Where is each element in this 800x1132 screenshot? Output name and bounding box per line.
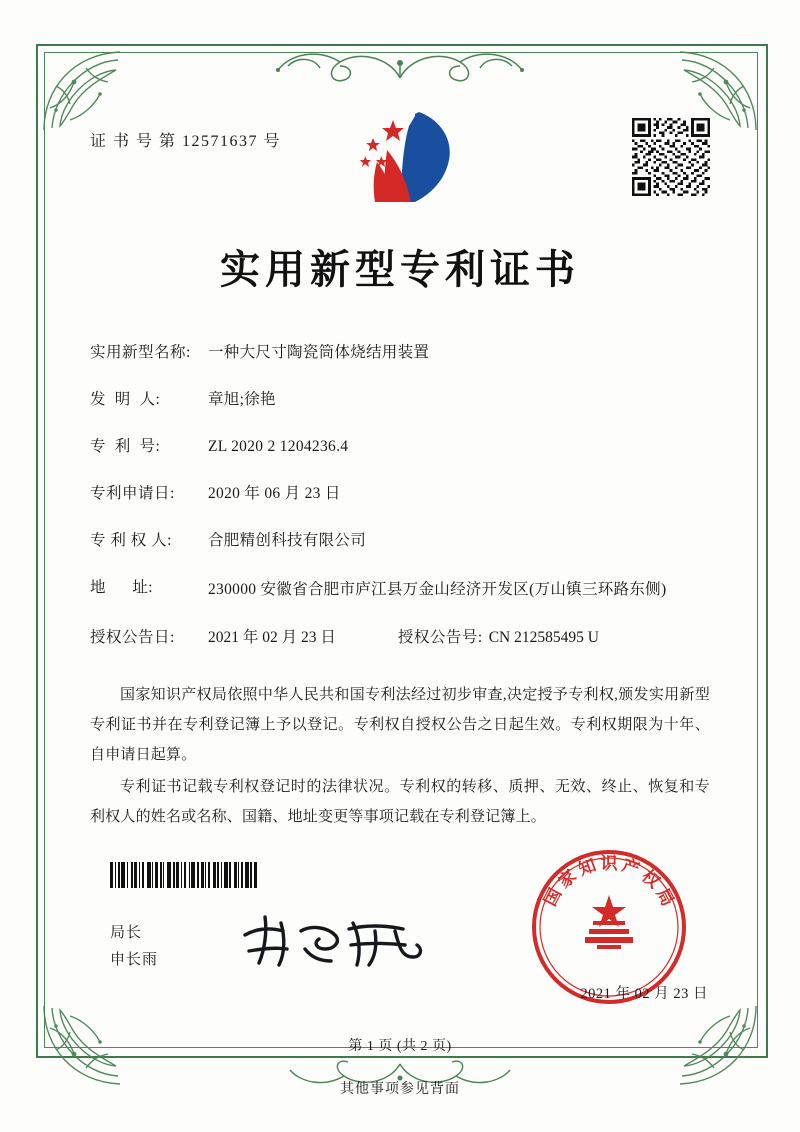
legal-paragraph-2: 专利证书记载专利权登记时的法律状况。专利权的转移、质押、无效、终止、恢复和专利权人的姓名或名称、国籍、地址变更等事项记载在专利登记簿上。 <box>90 779 710 826</box>
field-value: 章旭;徐艳 <box>208 391 276 409</box>
signature-block <box>110 920 158 974</box>
field-label: 实用新型名称: <box>90 344 191 361</box>
field-value: 一种大尺寸陶瓷筒体烧结用装置 <box>208 344 430 361</box>
field-value: ZL 2020 2 1204236.4 <box>208 438 349 456</box>
handwritten-signature <box>235 905 435 975</box>
field-label: 专 利 号: <box>90 438 161 456</box>
certificate-number: 证 书 号 第 12571637 号 <box>90 133 282 150</box>
field-label-announcement-date: 授权公告日: <box>90 629 175 647</box>
field-address <box>90 576 710 603</box>
field-value: 2020 年 06 月 23 日 <box>208 485 341 503</box>
certificate-header <box>90 100 710 220</box>
field-label-announcement-number: 授权公告号: <box>397 629 483 647</box>
svg-text:识: 识 <box>600 854 618 874</box>
svg-text:产: 产 <box>619 855 642 881</box>
top-flourish-ornament <box>240 40 560 84</box>
legal-paragraph-1: 国家知识产权局依照中华人民共和国专利法经过初步审查,决定授予专利权,颁发实用新型专利证书并在专利登记簿上予以登记。专利权自授权公告之日起生效。专利权期限为十年、自申请日起算。 <box>90 687 710 764</box>
field-value-announcement-number: CN 212585495 U <box>488 629 599 647</box>
field-patent-number <box>90 435 710 459</box>
signature-name: 申长雨 <box>110 952 159 968</box>
svg-text:知: 知 <box>576 855 599 881</box>
footnote: 其他事项参见背面 <box>340 1082 460 1097</box>
field-list <box>90 341 710 650</box>
svg-text:局: 局 <box>651 885 678 910</box>
seal-date: 2021 年 02 月 23 日 <box>580 986 708 1002</box>
field-value: 230000 安徽省合肥市庐江县万金山经济开发区(万山镇三环路东侧) <box>208 581 667 599</box>
field-value: 合肥精创科技有限公司 <box>208 532 367 550</box>
barcode <box>110 862 310 888</box>
field-label: 发 明 人: <box>90 391 161 409</box>
field-application-date <box>90 482 710 506</box>
field-label: 专利申请日: <box>90 485 175 503</box>
field-patentee <box>90 529 710 553</box>
qr-code <box>632 118 710 196</box>
field-label: 专 利 权 人: <box>90 532 172 550</box>
field-value-announcement-date: 2021 年 02 月 23 日 <box>208 629 336 647</box>
field-grant-announcement <box>90 626 710 650</box>
page-title: 实用新型专利证书 <box>220 246 580 293</box>
cnipa-logo-icon <box>345 106 475 211</box>
page-indicator: 第 1 页 (共 2 页) <box>348 1039 452 1054</box>
svg-text:权: 权 <box>637 866 664 893</box>
svg-text:家: 家 <box>554 866 581 893</box>
legal-paragraphs <box>90 680 710 832</box>
field-inventor <box>90 388 710 412</box>
certificate-content <box>90 100 710 834</box>
field-utility-model-name <box>90 341 710 365</box>
signature-title: 局长 <box>110 925 143 941</box>
svg-text:国: 国 <box>540 885 567 910</box>
field-label: 地 址: <box>90 579 154 597</box>
